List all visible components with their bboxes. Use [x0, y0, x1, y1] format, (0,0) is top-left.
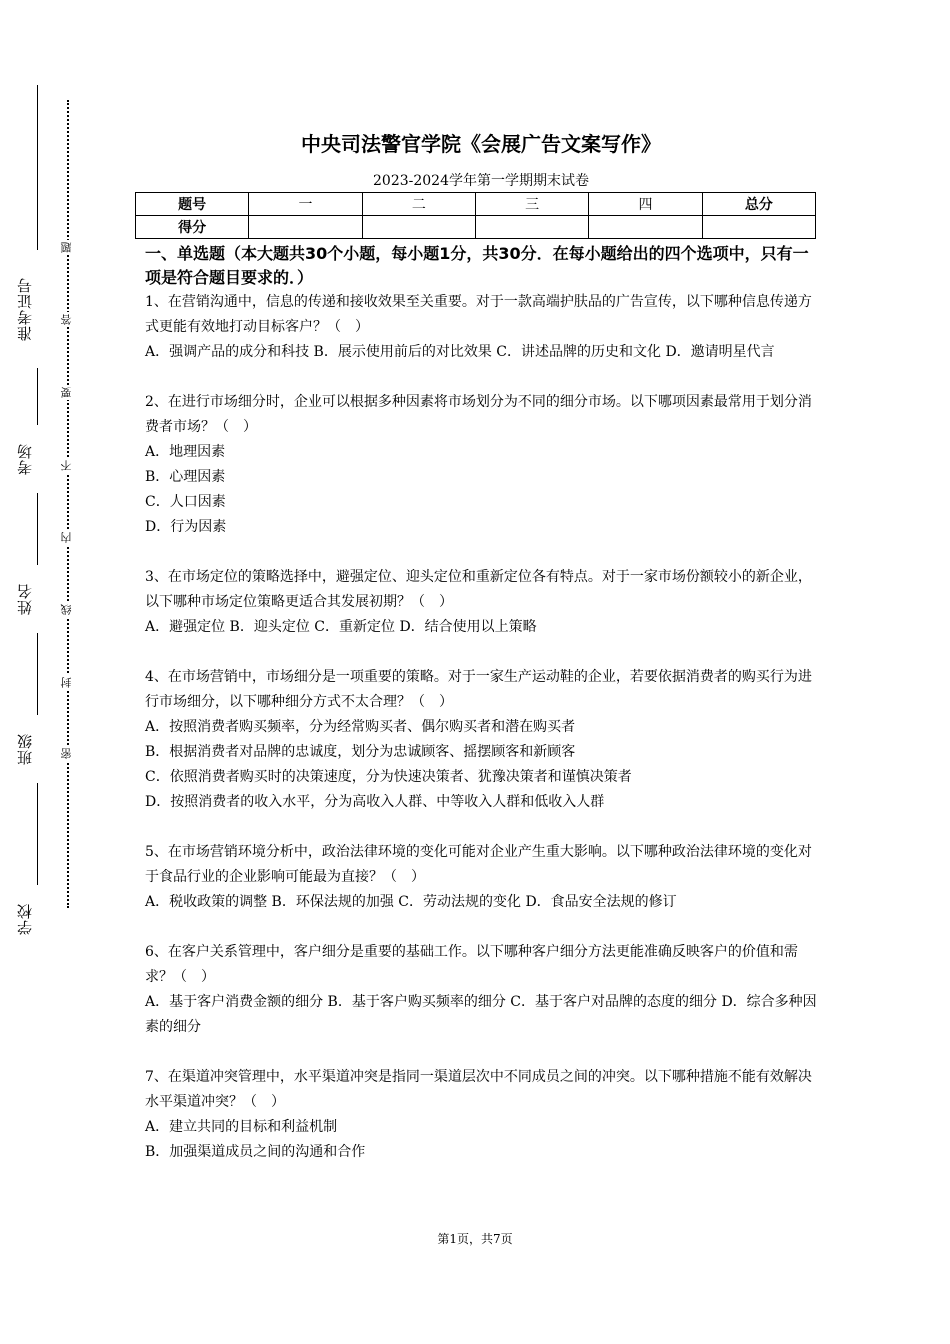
score-input-cell[interactable] — [249, 216, 362, 239]
score-table-score-row — [136, 216, 816, 239]
section-heading: 一、单选题（本大题共30个小题，每小题1分，共30分．在每小题给出的四个选项中，只有一项是符合题目要求的．） — [145, 244, 809, 287]
page-footer: 第1页，共7页 — [437, 1232, 513, 1246]
score-input-cell[interactable] — [475, 216, 588, 239]
option-b: B．心理因素 — [145, 469, 226, 485]
question-stem: 5、在市场营销环境分析中，政治法律环境的变化可能对企业产生重大影响。以下哪种政治法律环境的变化对于食品行业的企业影响可能最为直接？（ ） — [145, 844, 812, 885]
question-options: A．基于客户消费金额的细分 B．基于客户购买频率的细分 C．基于客户对品牌的态度的细分 D．综合多种因素的细分 — [145, 994, 817, 1035]
score-input-cell[interactable] — [362, 216, 475, 239]
name-label: 姓名 — [14, 565, 60, 633]
exam-number-label: 准考证号 — [14, 250, 60, 368]
score-row-label: 得分 — [136, 216, 249, 239]
class-label: 班级 — [14, 715, 60, 783]
option-a: A．建立共同的目标和利益机制 — [145, 1119, 338, 1135]
question-stem: 2、在进行市场细分时，企业可以根据多种因素将市场划分为不同的细分市场。以下哪项因素最常用于划分消费者市场？（ ） — [145, 394, 812, 435]
binding-margin — [0, 0, 110, 1344]
question-options: A．避强定位 B．迎头定位 C．重新定位 D．结合使用以上策略 — [145, 619, 537, 635]
question — [145, 1065, 817, 1165]
warning-char: 题 — [59, 240, 77, 255]
warning-char: 线 — [59, 602, 77, 617]
option-b: B．加强渠道成员之间的沟通和合作 — [145, 1144, 366, 1160]
warning-char: 内 — [59, 530, 77, 545]
score-header-cell: 二 — [362, 193, 475, 216]
option-d: D．行为因素 — [145, 519, 227, 535]
score-header-cell: 总分 — [702, 193, 815, 216]
exam-title: 中央司法警官学院《会展广告文案写作》 — [301, 132, 661, 156]
question — [145, 665, 817, 815]
question-stem: 6、在客户关系管理中，客户细分是重要的基础工作。以下哪种客户细分方法更能准确反映客户的价值和需求？（ ） — [145, 944, 798, 985]
score-header-cell: 一 — [249, 193, 362, 216]
score-table-header-row — [136, 193, 816, 216]
question-options: A．强调产品的成分和科技 B．展示使用前后的对比效果 C．讲述品牌的历史和文化 D．邀请明星代言 — [145, 344, 775, 360]
option-a: A．按照消费者购买频率，分为经常购买者、偶尔购买者和潜在购买者 — [145, 719, 576, 735]
question — [145, 390, 817, 540]
question — [145, 840, 817, 915]
score-header-cell: 四 — [589, 193, 702, 216]
question-stem: 4、在市场营销中，市场细分是一项重要的策略。对于一家生产运动鞋的企业，若要依据消费者的购买行为进行市场细分，以下哪种细分方式不太合理？（ ） — [145, 669, 812, 710]
score-header-cell: 题号 — [136, 193, 249, 216]
warning-char: 不 — [59, 458, 77, 473]
score-table — [135, 192, 816, 239]
option-c: C．依照消费者购买时的决策速度，分为快速决策者、犹豫决策者和谨慎决策者 — [145, 769, 632, 785]
question — [145, 940, 817, 1040]
question-stem: 7、在渠道冲突管理中，水平渠道冲突是指同一渠道层次中不同成员之间的冲突。以下哪种措施不能有效解决水平渠道冲突？（ ） — [145, 1069, 812, 1110]
option-a: A．地理因素 — [145, 444, 226, 460]
question-stem: 3、在市场定位的策略选择中，避强定位、迎头定位和重新定位各有特点。对于一家市场份额较小的新企业，以下哪种市场定位策略更适合其发展初期？（ ） — [145, 569, 812, 610]
option-b: B．根据消费者对品牌的忠诚度，划分为忠诚顾客、摇摆顾客和新顾客 — [145, 744, 576, 760]
binding-dotted-line — [67, 100, 69, 908]
exam-room-label: 考场 — [14, 425, 60, 493]
score-header-cell: 三 — [475, 193, 588, 216]
question-stem: 1、在营销沟通中，信息的传递和接收效果至关重要。对于一款高端护肤品的广告宣传，以下哪种信息传递方式更能有效地打动目标客户？（ ） — [145, 294, 812, 335]
warning-char: 答 — [59, 312, 77, 327]
question — [145, 565, 817, 640]
score-input-cell[interactable] — [702, 216, 815, 239]
exam-content — [145, 128, 817, 1165]
option-c: C．人口因素 — [145, 494, 226, 510]
warning-char: 密 — [59, 746, 77, 761]
option-d: D．按照消费者的收入水平，分为高收入人群、中等收入人群和低收入人群 — [145, 794, 605, 810]
binding-solid-line — [37, 85, 38, 925]
warning-char: 要 — [59, 385, 77, 400]
question — [145, 290, 817, 365]
question-options: A．税收政策的调整 B．环保法规的加强 C．劳动法规的变化 D．食品安全法规的修订 — [145, 894, 677, 910]
exam-subtitle: 2023-2024学年第一学期期末试卷 — [373, 173, 589, 189]
school-label: 学校 — [14, 885, 60, 953]
score-input-cell[interactable] — [589, 216, 702, 239]
warning-char: 封 — [59, 675, 77, 690]
